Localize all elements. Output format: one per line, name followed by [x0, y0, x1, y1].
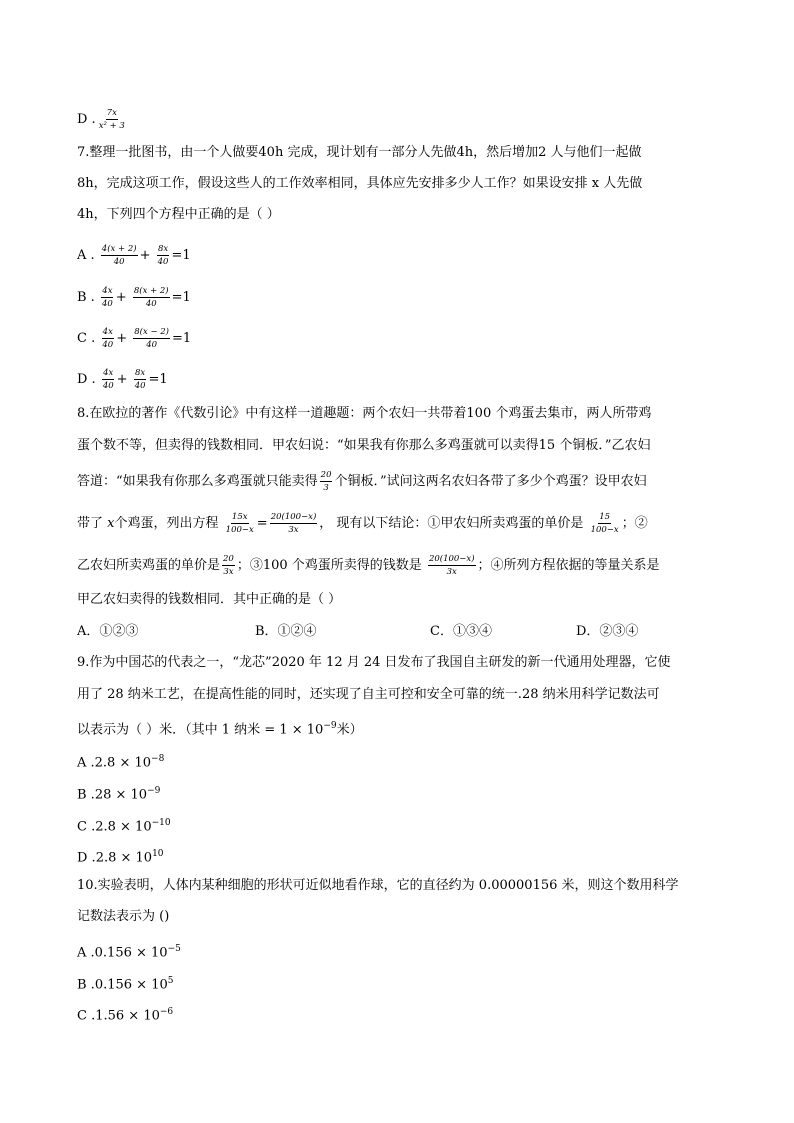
fraction: $\frac{4x}{40}$ — [102, 327, 114, 350]
operator: + — [116, 331, 128, 346]
q10-option-b: B $.0.156 \times 10^5$ — [77, 976, 174, 993]
q9-text-line-1: 9.作为中国芯的代表之一，“龙芯”2020 年 12 月 24 日发布了我国自主研发的新一代通用处理器，它使 — [77, 655, 671, 670]
q8-option-b: B．①②④ — [255, 624, 317, 639]
equation-left-fraction: $\frac{15x}{100-x}$ — [225, 512, 254, 535]
q9-text-line-2: 用了 28 纳米工艺，在提高性能的同时，还实现了自主可控和安全可靠的统一.28 纳米用科学记数法可 — [77, 687, 660, 702]
q9-option-b: B $.28 \times 10^{-9}$ — [77, 786, 161, 803]
q6-option-d — [77, 108, 128, 131]
option-label: C . — [77, 331, 96, 346]
q8-text-line-2: 蛋个数不等，但卖得的钱数相同．甲农妇说：“如果我有你那么多鸡蛋就可以卖得15 个铜板．”乙农妇 — [77, 438, 651, 453]
q7-text-line-2: 8h，完成这项工作，假设这些人的工作效率相同，具体应先安排多少人工作？如果设安排 x 人先做 — [77, 176, 643, 191]
operator: + — [116, 372, 128, 387]
q7-option-c — [77, 327, 191, 350]
q7-option-d — [77, 368, 168, 391]
equation-rhs: =1 — [171, 248, 191, 263]
fraction: $\frac{20(100-x)}{3x}$ — [428, 554, 475, 577]
q8-option-d: D．②③④ — [576, 624, 639, 639]
fraction: $\frac{8x}{40}$ — [157, 244, 169, 267]
q9-option-c: C $.2.8 \times 10^{-10}$ — [77, 818, 171, 835]
option-label: D . — [77, 372, 96, 387]
option-label: A . — [77, 248, 95, 263]
equation-rhs: =1 — [171, 290, 191, 305]
fraction: $\frac{4x}{40}$ — [101, 286, 113, 309]
q7-option-b — [77, 286, 191, 309]
q10-text-line-1: 10.实验表明，人体内某种细胞的形状可近似地看作球，它的直径约为 0.00000156 米，则这个数用科学 — [77, 878, 679, 893]
q7-option-a — [77, 244, 191, 267]
q10-text-line-2: 记数法表示为 () — [77, 909, 170, 924]
option-label: B . — [77, 290, 95, 305]
fraction: $\frac{20}{3x}$ — [223, 554, 234, 577]
q9-option-d: D $.2.8 \times 10^{10}$ — [77, 849, 164, 866]
q8-option-c: C．①③④ — [430, 624, 492, 639]
fraction: $\frac{20}{3}$ — [320, 470, 332, 493]
q8-text-line-6: 甲乙农妇卖得的钱数相同．其中正确的是（ ） — [77, 592, 342, 607]
fraction: $\frac{8(x + 2)}{40}$ — [133, 286, 169, 309]
q9-text-line-3: 以表示为（ ）米．（其中 1 纳米 = $1 \times 10^{-9}$米） — [77, 721, 363, 738]
fraction: $\frac{4x}{40}$ — [102, 368, 114, 391]
q8-text-line-1: 8.在欧拉的著作《代数引论》中有这样一道趣题：两个农妇一共带着100 个鸡蛋去集市，两人所带鸡 — [77, 406, 652, 421]
equation-rhs: =1 — [172, 331, 192, 346]
q8-text-line-4: 带了 x个鸡蛋，列出方程 $\frac{15x}{100-x}$ = $\frac{20(100-x)}{3x}$ ， 现有以下结论：①甲农妇所卖鸡蛋的单价是 $\frac{15}{100-x}$ ；② — [77, 512, 648, 535]
equation-rhs: =1 — [148, 372, 168, 387]
fraction: $\frac{7x}{\text{x² + 3}}$ — [98, 108, 125, 131]
fraction: $\frac{4(x + 2)}{40}$ — [101, 244, 137, 267]
q7-text-line-1: 7.整理一批图书，由一个人做要40h 完成，现计划有一部分人先做4h，然后增加2 人与他们一起做 — [77, 145, 642, 160]
q8-text-line-5: 乙农妇所卖鸡蛋的单价是 $\frac{20}{3x}$ ；③100 个鸡蛋所卖得的钱数是 $\frac{20(100-x)}{3x}$ ；④所列方程依据的等量关系是 — [77, 554, 660, 577]
fraction: $\frac{15}{100-x}$ — [590, 512, 619, 535]
q7-text-line-3: 4h，下列四个方程中正确的是（ ） — [77, 207, 280, 222]
option-label: D . — [77, 112, 96, 127]
fraction: $\frac{8x}{40}$ — [134, 368, 146, 391]
q8-text-line-3: 答道：“如果我有你那么多鸡蛋就只能卖得 $\frac{20}{3}$ 个铜板．”试问这两名农妇各带了多少个鸡蛋？设甲农妇 — [77, 470, 647, 493]
q10-option-a: A $.0.156 \times 10^{-5}$ — [77, 944, 181, 961]
equation-right-fraction: $\frac{20(100-x)}{3x}$ — [270, 512, 317, 535]
operator: + — [139, 248, 151, 263]
fraction: $\frac{8(x - 2)}{40}$ — [134, 327, 170, 350]
q10-option-c: C $.1.56 \times 10^{-6}$ — [77, 1007, 174, 1024]
q8-option-a: A．①②③ — [77, 624, 139, 639]
operator: + — [115, 290, 127, 305]
q9-option-a: A $.2.8 \times 10^{-8}$ — [77, 754, 165, 771]
